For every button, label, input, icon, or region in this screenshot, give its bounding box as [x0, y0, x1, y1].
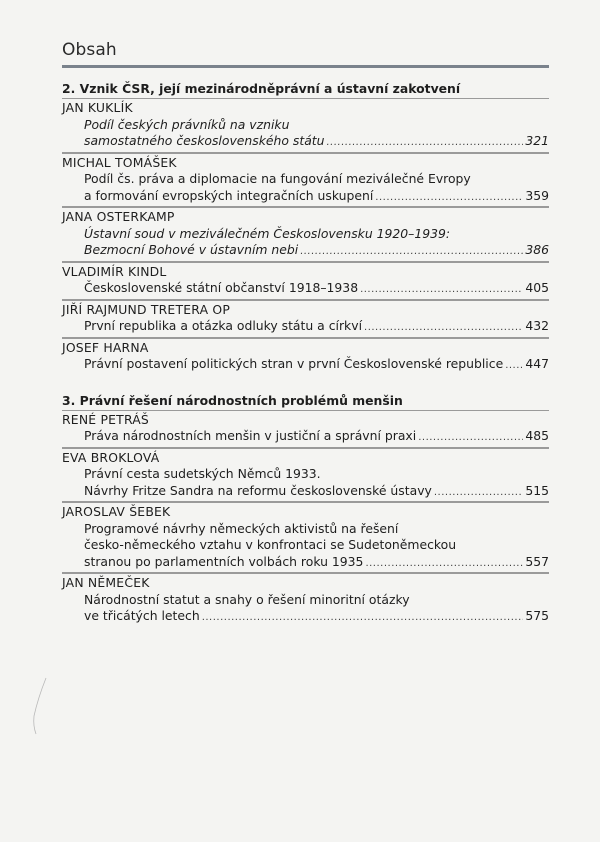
toc-entry[interactable] [62, 410, 549, 448]
entry-title-line [62, 318, 549, 337]
toc-entry[interactable] [62, 262, 549, 300]
dot-leader [418, 430, 523, 447]
entry-author: JAROSLAV ŠEBEK [62, 502, 549, 521]
entry-title-text: samostatného československého státu [84, 133, 325, 148]
section-heading: 3. Právní řešení národnostních problémů menšin [62, 392, 403, 408]
entry-title-text: Bezmocní Bohové v ústavním nebi [84, 242, 299, 257]
toc-entry[interactable] [62, 98, 549, 153]
dot-leader [202, 610, 524, 627]
page-title: Obsah [62, 40, 117, 60]
entry-title-line: Podíl čs. práva a diplomacie na fungování meziválečné Evropy [84, 171, 471, 186]
entry-title-text: a formování evropských integračních uskupení [84, 187, 374, 203]
entry-title-line [62, 356, 549, 375]
entry-title-line [62, 608, 549, 627]
page-number: 447 [525, 356, 549, 371]
entry-title-line: Podíl českých právníků na vzniku [84, 116, 290, 132]
header-divider [62, 65, 549, 68]
entry-title-line: Ústavní soud v meziválečném Československu 1920–1939: [84, 225, 451, 241]
dot-leader [505, 358, 523, 375]
page-number: 515 [525, 482, 549, 498]
dot-leader [365, 556, 523, 573]
entry-title-text: Československé státní občanství 1918–1938 [84, 280, 359, 295]
page-number: 485 [525, 428, 549, 443]
entry-author: VLADIMÍR KINDL [62, 262, 549, 281]
section-heading: 2. Vznik ČSR, její mezinárodněprávní a ústavní zakotvení [62, 81, 461, 96]
entry-title-line: Právní cesta sudetských Němců 1933. [84, 466, 321, 481]
entry-title-line: Národnostní statut a snahy o řešení minoritní otázky [84, 591, 410, 607]
page-number: 359 [525, 187, 549, 203]
entry-title-line: Programové návrhy německých aktivistů na řešení [84, 520, 399, 536]
entry-title-text: Právní postavení politických stran v první Československé republice [84, 356, 504, 371]
dot-leader [364, 320, 523, 337]
entry-author: EVA BROKLOVÁ [62, 448, 549, 467]
entry-title-line [62, 554, 549, 573]
entry-title-line [62, 428, 549, 447]
dot-leader [375, 190, 523, 207]
page-number: 405 [525, 280, 549, 295]
dot-leader [300, 244, 523, 261]
table-of-contents [62, 76, 549, 627]
entry-title-line [62, 242, 549, 261]
entry-title-line [62, 133, 549, 152]
toc-entry[interactable] [62, 448, 549, 503]
pencil-mark [30, 676, 50, 736]
page-number: 575 [525, 608, 549, 623]
entry-author: JAN KUKLÍK [62, 98, 549, 117]
toc-entry[interactable] [62, 207, 549, 262]
entry-title-text: Práva národnostních menšin v justiční a správní praxi [84, 428, 417, 443]
entry-author: MICHAL TOMÁŠEK [62, 153, 549, 172]
entry-author: JOSEF HARNA [62, 338, 549, 357]
entry-author: JIŘÍ RAJMUND TRETERA OP [62, 300, 549, 319]
page-number: 432 [525, 318, 549, 333]
entry-title-line: česko-německého vztahu v konfrontaci se Sudetoněmeckou [84, 537, 457, 552]
entry-author: RENÉ PETRÁŠ [62, 410, 549, 429]
entry-title-line [62, 280, 549, 299]
entry-title-text: Návrhy Fritze Sandra na reformu československé ústavy [84, 482, 432, 498]
dot-leader [434, 485, 523, 502]
entry-title-line [62, 188, 549, 207]
entry-title-text: stranou po parlamentních volbách roku 1935 [84, 553, 364, 569]
toc-entry[interactable] [62, 300, 549, 338]
page-number: 321 [525, 133, 549, 148]
page-number: 557 [525, 553, 549, 569]
entry-author: JANA OSTERKAMP [62, 207, 549, 226]
toc-entry[interactable] [62, 573, 549, 627]
entry-title-text: ve třicátých letech [84, 608, 200, 623]
toc-entry[interactable] [62, 338, 549, 375]
dot-leader [360, 282, 523, 299]
dot-leader [327, 135, 524, 152]
page-number: 386 [525, 242, 549, 257]
entry-author: JAN NĚMEČEK [62, 573, 549, 592]
toc-entry[interactable] [62, 502, 549, 573]
entry-title-line [62, 483, 549, 502]
toc-entry[interactable] [62, 153, 549, 208]
entry-title-text: První republika a otázka odluky státu a církví [84, 318, 363, 333]
